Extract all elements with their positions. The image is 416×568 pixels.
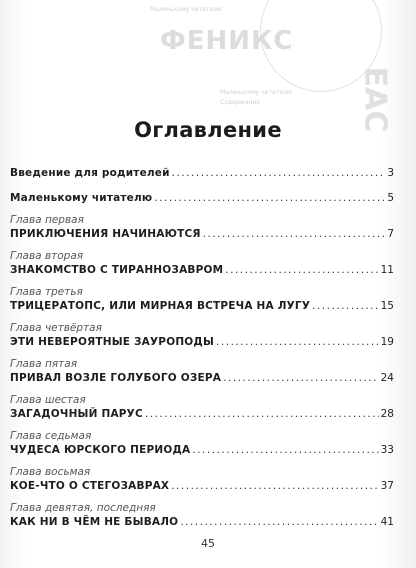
chapter-label: Глава шестая	[10, 394, 86, 406]
toc-entry-title: Введение для родителей	[10, 167, 170, 179]
toc-page-number: 28	[380, 408, 394, 420]
dot-leader	[180, 515, 378, 530]
toc-entry-title: ЗАГАДОЧНЫЙ ПАРУС	[10, 408, 143, 420]
chapter-label: Глава первая	[10, 214, 84, 226]
table-of-contents	[10, 166, 394, 530]
dot-leader	[145, 407, 379, 422]
chapter-label: Глава третья	[10, 286, 83, 298]
toc-row	[10, 335, 394, 350]
page-title: Оглавление	[134, 118, 282, 142]
toc-entry-title: КАК НИ В ЧЁМ НЕ БЫВАЛО	[10, 516, 179, 528]
chapter-label: Глава четвёртая	[10, 322, 102, 334]
toc-row	[10, 191, 394, 206]
toc-entry	[10, 386, 394, 422]
bleed-through-mid-line-2: Содержание	[220, 99, 261, 106]
toc-page-number: 7	[387, 228, 394, 240]
toc-entry-title: ЗНАКОМСТВО С ТИРАННОЗАВРОМ	[10, 264, 224, 276]
chapter-label: Глава седьмая	[10, 430, 92, 442]
toc-page-number: 24	[380, 372, 394, 384]
chapter-label: Глава восьмая	[10, 466, 91, 478]
toc-entry-title: ПРИВАЛ ВОЗЛЕ ГОЛУБОГО ОЗЕРА	[10, 372, 222, 384]
toc-row	[10, 263, 394, 278]
toc-row	[10, 299, 394, 314]
toc-entry-title: Маленькому читателю	[10, 192, 153, 204]
toc-entry	[10, 166, 394, 181]
toc-entry-title: КОЕ-ЧТО О СТЕГОЗАВРАХ	[10, 480, 170, 492]
bleed-through-eac-mark: ЕАС	[357, 66, 393, 133]
toc-page-number: 41	[380, 516, 394, 528]
toc-entry-title: ЧУДЕСА ЮРСКОГО ПЕРИОДА	[10, 444, 191, 456]
bleed-through-brand: ФЕНИКС	[160, 26, 294, 56]
toc-page-number: 5	[387, 192, 394, 204]
page-number: 45	[201, 537, 215, 550]
bleed-through-mid-text	[220, 88, 292, 108]
toc-entry	[10, 191, 394, 206]
toc-entry-title: ПРИКЛЮЧЕНИЯ НАЧИНАЮТСЯ	[10, 228, 201, 240]
toc-entry	[10, 350, 394, 386]
toc-entry	[10, 494, 394, 530]
dot-leader	[203, 227, 386, 242]
bleed-through-mid-line-1: Маленькому читателю	[220, 89, 292, 96]
dot-leader	[154, 191, 385, 206]
toc-row	[10, 371, 394, 386]
toc-row	[10, 227, 394, 242]
toc-page-number: 19	[380, 336, 394, 348]
toc-row	[10, 479, 394, 494]
chapter-label: Глава вторая	[10, 250, 84, 262]
toc-entry-title: ЭТИ НЕВЕРОЯТНЫЕ ЗАУРОПОДЫ	[10, 336, 215, 348]
toc-entry	[10, 458, 394, 494]
chapter-label: Глава пятая	[10, 358, 78, 370]
toc-entry	[10, 278, 394, 314]
dot-leader	[216, 335, 379, 350]
toc-entry	[10, 242, 394, 278]
toc-page-number: 11	[380, 264, 394, 276]
toc-entry	[10, 206, 394, 242]
dot-leader	[172, 166, 386, 181]
dot-leader	[171, 479, 378, 494]
toc-row	[10, 407, 394, 422]
toc-entry-title: ТРИЦЕРАТОПС, ИЛИ МИРНАЯ ВСТРЕЧА НА ЛУГУ	[10, 300, 311, 312]
dot-leader	[223, 371, 378, 386]
toc-entry	[10, 422, 394, 458]
dot-leader	[192, 443, 378, 458]
toc-page-number: 15	[380, 300, 394, 312]
toc-row	[10, 166, 394, 181]
toc-row	[10, 443, 394, 458]
bleed-through-small-line: Маленькому читателю	[150, 6, 222, 13]
dot-leader	[312, 299, 379, 314]
toc-entry	[10, 314, 394, 350]
chapter-label: Глава девятая, последняя	[10, 502, 156, 514]
toc-page-number: 3	[387, 167, 394, 179]
toc-page-number: 33	[380, 444, 394, 456]
dot-leader	[225, 263, 378, 278]
toc-page-number: 37	[380, 480, 394, 492]
toc-row	[10, 515, 394, 530]
